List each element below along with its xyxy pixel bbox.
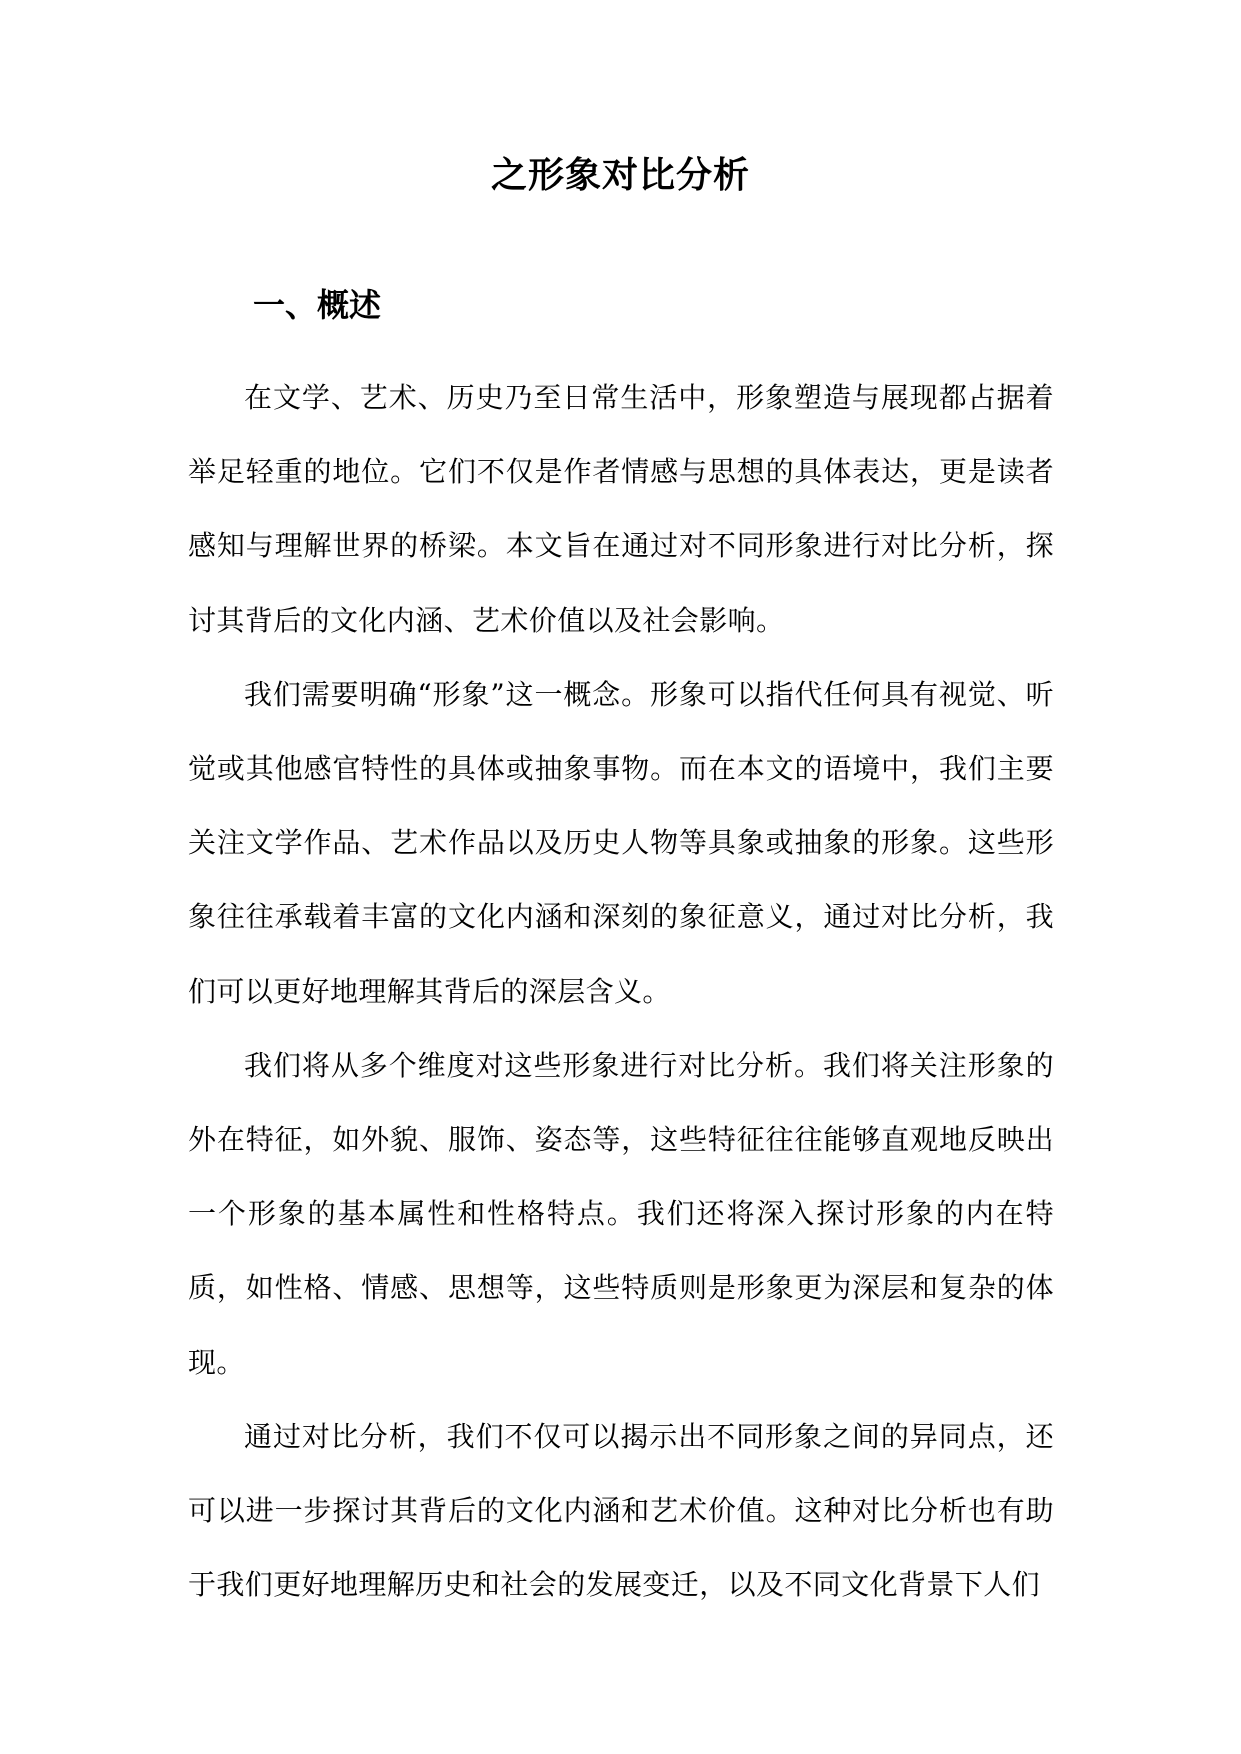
section-heading: 一、概述 xyxy=(253,286,382,324)
paragraph: 通过对比分析，我们不仅可以揭示出不同形象之间的异同点，还可以进一步探讨其背后的文化内涵和艺术价值。这种对比分析也有助于我们更好地理解历史和社会的发展变迁，以及不同文化背景下人们 xyxy=(188,1419,1054,1602)
paragraph: 我们将从多个维度对这些形象进行对比分析。我们将关注形象的外在特征，如外貌、服饰、姿态等，这些特征往往能够直观地反映出一个形象的基本属性和性格特点。我们还将深入探讨形象的内在特质，如性格、情感、思想等，这些特质则是形象更为深层和复杂的体现。 xyxy=(188,1048,1054,1379)
document-body xyxy=(188,361,1054,1622)
document-title: 之形象对比分析 xyxy=(490,155,750,196)
paragraph: 在文学、艺术、历史乃至日常生活中，形象塑造与展现都占据着举足轻重的地位。它们不仅是作者情感与思想的具体表达，更是读者感知与理解世界的桥梁。本文旨在通过对不同形象进行对比分析，探讨其背后的文化内涵、艺术价值以及社会影响。 xyxy=(188,381,1054,637)
paragraph: 我们需要明确“形象”这一概念。形象可以指代任何具有视觉、听觉或其他感官特性的具体或抽象事物。而在本文的语境中，我们主要关注文学作品、艺术作品以及历史人物等具象或抽象的形象。这些形象往往承载着丰富的文化内涵和深刻的象征意义，通过对比分析，我们可以更好地理解其背后的深层含义。 xyxy=(188,677,1054,1008)
